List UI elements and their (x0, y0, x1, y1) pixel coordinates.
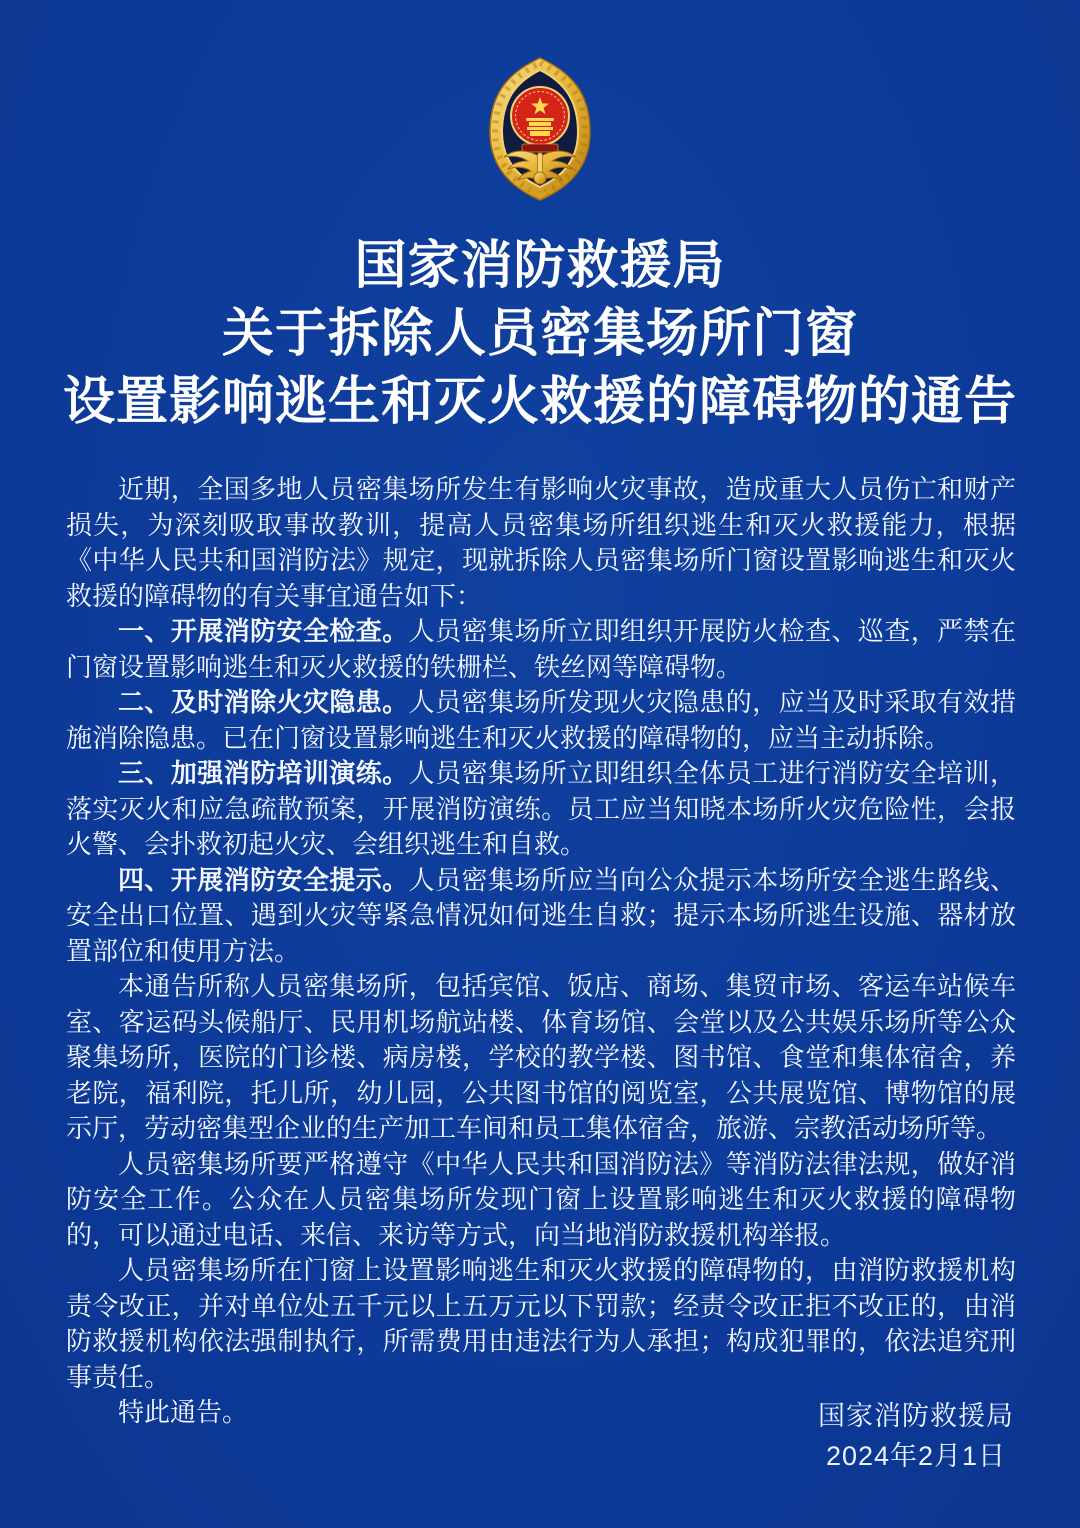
signature-org: 国家消防救援局 (818, 1401, 1014, 1431)
paragraph-lead: 三、加强消防培训演练。 (118, 758, 409, 788)
paragraph-lead: 四、开展消防安全提示。 (118, 864, 409, 895)
paragraph-text: 人员密集场所立即组织开展防火检查、巡查，严禁在门窗设置影响逃生和灭火救援的铁栅栏、铁丝网等障碍物。 (66, 616, 1016, 682)
body-paragraph (66, 614, 1016, 685)
body-paragraph (66, 472, 1016, 614)
paragraph-lead: 一、开展消防安全检查。 (118, 616, 409, 646)
body-paragraph (66, 969, 1016, 1147)
paragraph-text: 人员密集场所要严格遵守《中华人民共和国消防法》等消防法律法规，做好消防安全工作。公众在人员密集场所发现门窗上设置影响逃生和灭火救援的障碍物的，可以通过电话、来信、来访等方式，向当地消防救援机构举报。 (66, 1148, 1016, 1250)
body-paragraph (66, 685, 1016, 756)
title-line-1: 国家消防救援局 (354, 235, 726, 296)
signature-date: 2024年2月1日 (825, 1441, 1007, 1471)
notice-body (66, 472, 1016, 1431)
body-paragraph (66, 1253, 1016, 1395)
paragraph-text: 人员密集场所应当向公众提示本场所安全逃生路线、安全出口位置、遇到火灾等紧急情况如何逃生自救；提示本场所逃生设施、器材放置部位和使用方法。 (66, 864, 1016, 966)
paragraph-text: 人员密集场所发现火灾隐患的，应当及时采取有效措施消除隐患。已在门窗设置影响逃生和灭火救援的障碍物的，应当主动拆除。 (66, 687, 1016, 753)
paragraph-text: 近期，全国多地人员密集场所发生有影响火灾事故，造成重大人员伤亡和财产损失，为深刻吸取事故教训，提高人员密集场所组织逃生和灭火救援能力，根据《中华人民共和国消防法》规定，现就拆除人员密集场所门窗设置影响逃生和灭火救援的障碍物的有关事宜通告如下： (66, 474, 1016, 611)
body-paragraph (66, 1147, 1016, 1254)
signature-block (818, 1396, 1014, 1476)
fire-rescue-emblem (484, 56, 596, 202)
paragraph-text: 本通告所称人员密集场所，包括宾馆、饭店、商场、集贸市场、客运车站候车室、客运码头候船厅、民用机场航站楼、体育场馆、会堂以及公共娱乐场所等公众聚集场所，医院的门诊楼、病房楼，学校的教学楼、图书馆、食堂和集体宿舍，养老院，福利院，托儿所，幼儿园，公共图书馆的阅览室，公共展览馆、博物馆的展示厅，劳动密集型企业的生产加工车间和员工集体宿舍，旅游、宗教活动场所等。 (66, 971, 1016, 1143)
paragraph-text: 人员密集场所立即组织全体员工进行消防安全培训，落实灭火和应急疏散预案，开展消防演练。员工应当知晓本场所火灾危险性，会报火警、会扑救初起火灾、会组织逃生和自救。 (66, 758, 1016, 859)
title-line-3: 设置影响逃生和灭火救援的障碍物的通告 (62, 371, 1017, 432)
body-paragraph (66, 863, 1016, 970)
paragraph-lead: 二、及时消除火灾隐患。 (118, 687, 409, 717)
notice-title (30, 232, 1050, 436)
body-paragraph (66, 756, 1016, 863)
title-line-2: 关于拆除人员密集场所门窗 (221, 303, 858, 364)
paragraph-text: 人员密集场所在门窗上设置影响逃生和灭火救援的障碍物的，由消防救援机构责令改正，并对单位处五千元以上五万元以下罚款；经责令改正拒不改正的，由消防救援机构依法强制执行，所需费用由违法行为人承担；构成犯罪的，依法追究刑事责任。 (66, 1255, 1016, 1392)
paragraph-text: 特此通告。 (118, 1397, 249, 1427)
